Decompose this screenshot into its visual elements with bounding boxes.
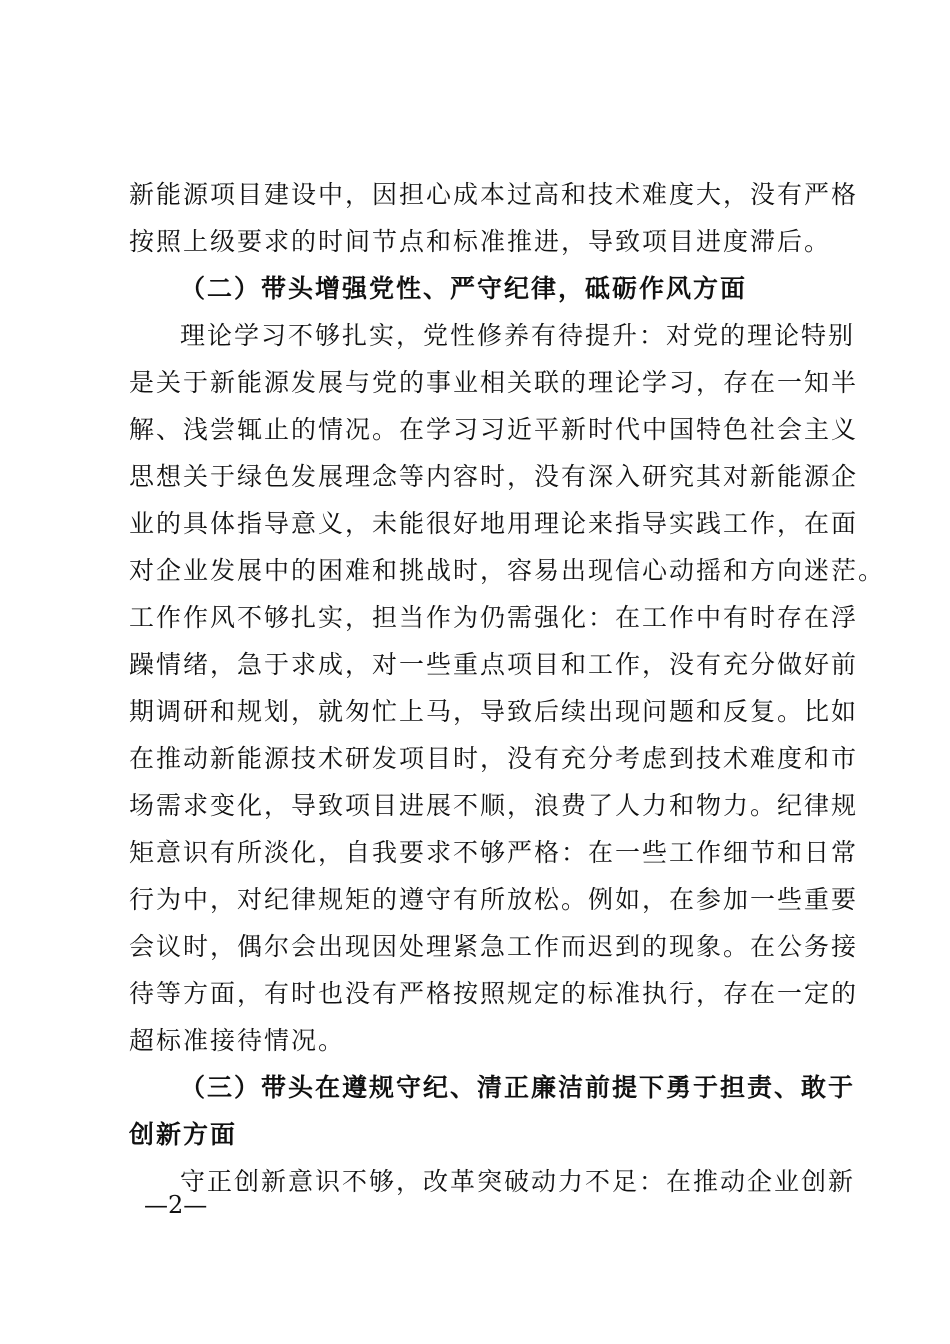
body-line: 按照上级要求的时间节点和标准推进，导致项目进度滞后。 (129, 227, 832, 256)
body-line: 业的具体指导意义，未能很好地用理论来指导实践工作，在面 (129, 509, 859, 538)
body-line: 守正创新意识不够，改革突破动力不足：在推动企业创新 (180, 1167, 856, 1196)
body-line: 理论学习不够扎实，党性修养有待提升：对党的理论特别 (180, 321, 856, 350)
page-number: —2— (144, 1191, 208, 1219)
body-line: 超标准接待情况。 (129, 1026, 346, 1055)
body-line: 解、浅尝辄止的情况。在学习习近平新时代中国特色社会主义 (129, 415, 859, 444)
body-line: 期调研和规划，就匆忙上马，导致后续出现问题和反复。比如 (129, 697, 859, 726)
body-line: 场需求变化，导致项目进展不顺，浪费了人力和物力。纪律规 (129, 791, 859, 820)
body-line: 思想关于绿色发展理念等内容时，没有深入研究其对新能源企 (129, 462, 859, 491)
body-line: 行为中，对纪律规矩的遵守有所放松。例如，在参加一些重要 (129, 885, 859, 914)
body-line: 对企业发展中的困难和挑战时，容易出现信心动摇和方向迷茫。 (129, 556, 886, 585)
body-line: 待等方面，有时也没有严格按照规定的标准执行，存在一定的 (129, 979, 859, 1008)
body-line: 会议时，偶尔会出现因处理紧急工作而迟到的现象。在公务接 (129, 932, 859, 961)
section-heading-3-continued: 创新方面 (129, 1120, 238, 1149)
body-line: 在推动新能源技术研发项目时，没有充分考虑到技术难度和市 (129, 744, 859, 773)
body-line: 是关于新能源发展与党的事业相关联的理论学习，存在一知半 (129, 368, 859, 397)
body-line: 工作作风不够扎实，担当作为仍需强化：在工作中有时存在浮 (129, 603, 859, 632)
section-heading-3: （三）带头在遵规守纪、清正廉洁前提下勇于担责、敢于 (180, 1073, 856, 1102)
section-heading-2: （二）带头增强党性、严守纪律，砥砺作风方面 (180, 274, 748, 303)
body-line: 矩意识有所淡化，自我要求不够严格：在一些工作细节和日常 (129, 838, 859, 867)
body-line: 躁情绪，急于求成，对一些重点项目和工作，没有充分做好前 (129, 650, 859, 679)
body-line: 新能源项目建设中，因担心成本过高和技术难度大，没有严格 (129, 180, 859, 209)
